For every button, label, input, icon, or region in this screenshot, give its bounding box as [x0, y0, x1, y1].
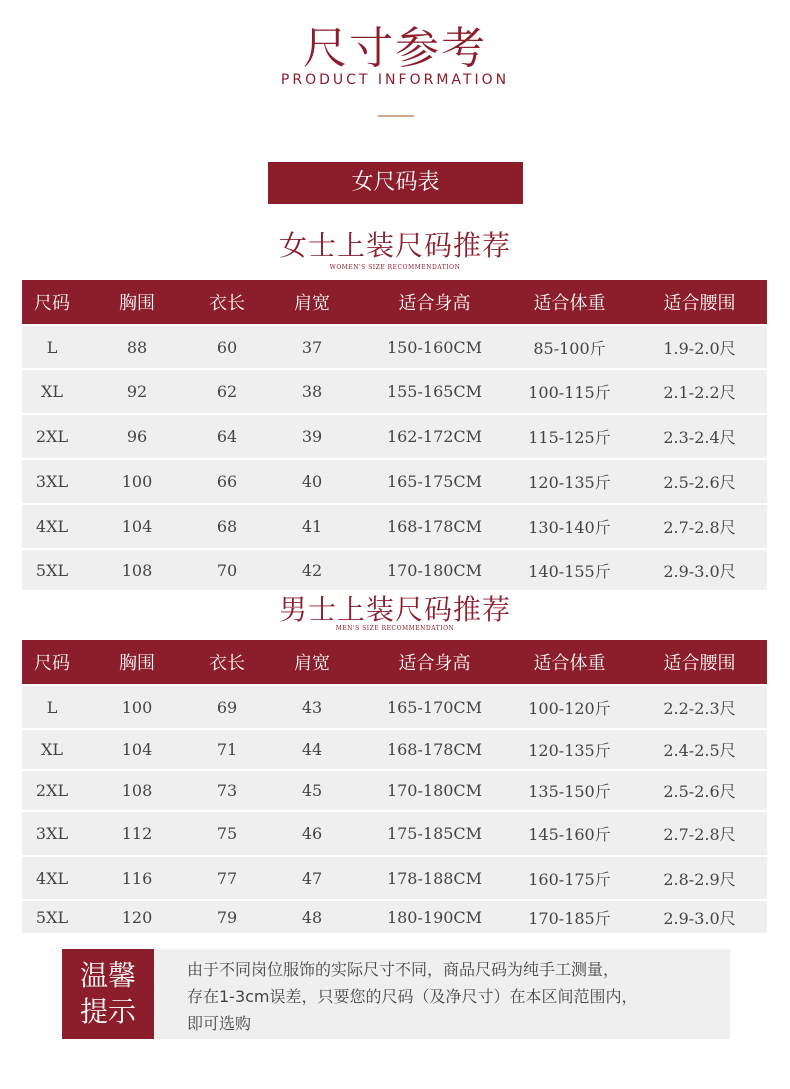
table-cell: 44	[301, 740, 323, 759]
table-cell: 2.8-2.9尺	[663, 869, 736, 889]
column-header: 适合身高	[398, 653, 471, 674]
table-cell: 165-170CM	[386, 697, 483, 717]
table-cell: 168-178CM	[386, 740, 483, 759]
table-cell: 42	[301, 560, 323, 580]
column-header: 适合体重	[533, 653, 606, 674]
table-cell: 37	[301, 337, 323, 357]
table-cell: 108	[121, 560, 153, 580]
tip-line: 存在1-3cm误差，只要您的尺码（及净尺寸）在本区间范围内，	[187, 987, 638, 1006]
table-cell: 79	[216, 907, 238, 927]
table-cell: 100-120斤	[528, 698, 611, 718]
women-section-subtitle: WOMEN'S SIZE RECOMMENDATION	[329, 264, 461, 271]
tip-label-line1: 温馨	[79, 959, 136, 992]
table-cell: 170-185斤	[528, 908, 611, 928]
women-table-header	[22, 280, 767, 324]
table-cell: 38	[301, 382, 323, 401]
table-cell: 165-175CM	[386, 472, 483, 491]
table-cell: 120	[121, 907, 153, 927]
table-cell: 120-135斤	[528, 741, 611, 760]
table-row	[22, 505, 767, 548]
table-cell: 60	[216, 337, 238, 357]
tip-label	[62, 949, 154, 1039]
column-header: 尺码	[34, 293, 70, 314]
table-cell: 5XL	[35, 907, 69, 927]
table-cell: 4XL	[35, 517, 69, 536]
table-cell: 3XL	[35, 472, 69, 491]
table-cell: 46	[301, 824, 323, 843]
table-cell: 155-165CM	[386, 382, 483, 401]
table-cell: 3XL	[35, 824, 69, 843]
table-cell: 120-135斤	[528, 473, 611, 492]
table-row	[22, 370, 767, 413]
table-cell: 162-172CM	[386, 427, 483, 446]
column-header: 衣长	[209, 653, 245, 674]
table-cell: 45	[301, 781, 323, 800]
table-cell: 180-190CM	[386, 907, 483, 927]
table-cell: 115-125斤	[528, 428, 611, 447]
table-row	[22, 415, 767, 458]
table-cell: 43	[301, 697, 323, 717]
table-row	[22, 686, 767, 728]
column-header: 尺码	[34, 653, 70, 674]
table-cell: 71	[216, 740, 238, 759]
table-cell: 2.5-2.6尺	[663, 473, 736, 492]
table-cell: 2.7-2.8尺	[663, 518, 736, 537]
table-cell: 2.5-2.6尺	[663, 782, 736, 801]
men-section-subtitle: MEN'S SIZE RECOMMENDATION	[335, 625, 455, 632]
table-cell: 68	[216, 517, 238, 536]
table-cell: 178-188CM	[386, 868, 483, 888]
table-cell: 1.9-2.0尺	[663, 338, 736, 358]
table-cell: 4XL	[35, 868, 69, 888]
title-divider	[378, 115, 414, 117]
table-cell: 2.1-2.2尺	[663, 383, 736, 402]
table-cell: 48	[301, 907, 323, 927]
table-cell: 96	[126, 427, 148, 446]
table-cell: L	[46, 337, 58, 357]
table-cell: 2.9-3.0尺	[663, 908, 736, 928]
table-cell: XL	[40, 740, 63, 759]
tip-text	[187, 956, 727, 1037]
table-cell: 116	[121, 868, 153, 888]
column-header: 胸围	[119, 653, 155, 674]
table-cell: 2.4-2.5尺	[663, 741, 736, 760]
table-row	[22, 857, 767, 899]
table-row	[22, 326, 767, 368]
men-size-table	[22, 640, 767, 933]
column-header: 衣长	[209, 293, 245, 314]
women-size-table	[22, 280, 767, 590]
table-cell: 47	[301, 868, 323, 888]
table-cell: 104	[121, 517, 153, 536]
table-cell: 108	[121, 781, 153, 800]
table-cell: 100	[121, 472, 153, 491]
table-cell: 40	[301, 472, 323, 491]
table-cell: 2.9-3.0尺	[663, 561, 736, 581]
column-header: 适合体重	[533, 293, 606, 314]
table-row	[22, 901, 767, 933]
table-cell: 69	[216, 697, 238, 717]
table-cell: 2.2-2.3尺	[663, 698, 736, 718]
table-cell: 85-100斤	[533, 338, 606, 358]
table-cell: 170-180CM	[386, 781, 483, 800]
tip-label-line2: 提示	[79, 995, 136, 1028]
table-cell: 73	[216, 781, 238, 800]
tip-line: 由于不同岗位服饰的实际尺寸不同，商品尺码为纯手工测量，	[187, 960, 620, 979]
table-cell: 112	[121, 824, 153, 843]
table-cell: 160-175斤	[528, 869, 611, 889]
table-row	[22, 771, 767, 810]
table-cell: 170-180CM	[386, 560, 483, 580]
table-row	[22, 550, 767, 590]
column-header: 适合腰围	[663, 653, 736, 674]
table-cell: XL	[40, 382, 63, 401]
table-cell: 2.3-2.4尺	[663, 428, 736, 447]
table-row	[22, 460, 767, 503]
men-section-title: 男士上装尺码推荐	[278, 593, 511, 626]
table-row	[22, 730, 767, 769]
table-cell: 77	[216, 868, 238, 888]
men-table-header	[22, 640, 767, 684]
table-cell: 150-160CM	[386, 337, 483, 357]
table-row	[22, 812, 767, 855]
table-cell: 62	[216, 382, 238, 401]
tip-line: 即可选购	[187, 1014, 252, 1033]
column-header: 胸围	[119, 293, 155, 314]
table-cell: 135-150斤	[528, 782, 611, 801]
table-cell: 2.7-2.8尺	[663, 825, 736, 844]
column-header: 肩宽	[294, 653, 330, 674]
table-cell: 5XL	[35, 560, 69, 580]
column-header: 肩宽	[294, 293, 330, 314]
table-cell: 92	[126, 382, 148, 401]
table-cell: 140-155斤	[528, 561, 611, 581]
women-section-title: 女士上装尺码推荐	[278, 229, 511, 262]
table-cell: 100	[121, 697, 153, 717]
table-cell: 41	[301, 517, 323, 536]
page-title: 尺寸参考	[303, 23, 487, 74]
column-header: 适合身高	[398, 293, 471, 314]
table-cell: 88	[126, 337, 148, 357]
table-cell: 39	[301, 427, 323, 446]
table-cell: 100-115斤	[528, 383, 611, 402]
size-chart-banner: 女尺码表	[268, 162, 523, 204]
table-cell: 2XL	[35, 781, 69, 800]
column-header: 适合腰围	[663, 293, 736, 314]
table-cell: 175-185CM	[386, 824, 483, 843]
table-cell: 75	[216, 824, 238, 843]
table-cell: 104	[121, 740, 153, 759]
table-cell: 70	[216, 560, 238, 580]
table-cell: 2XL	[35, 427, 69, 446]
table-cell: 66	[216, 472, 238, 491]
table-cell: 130-140斤	[528, 518, 611, 537]
table-cell: L	[46, 697, 58, 717]
page-subtitle: PRODUCT INFORMATION	[280, 72, 510, 88]
table-cell: 64	[216, 427, 238, 446]
table-cell: 168-178CM	[386, 517, 483, 536]
table-cell: 145-160斤	[528, 825, 611, 844]
